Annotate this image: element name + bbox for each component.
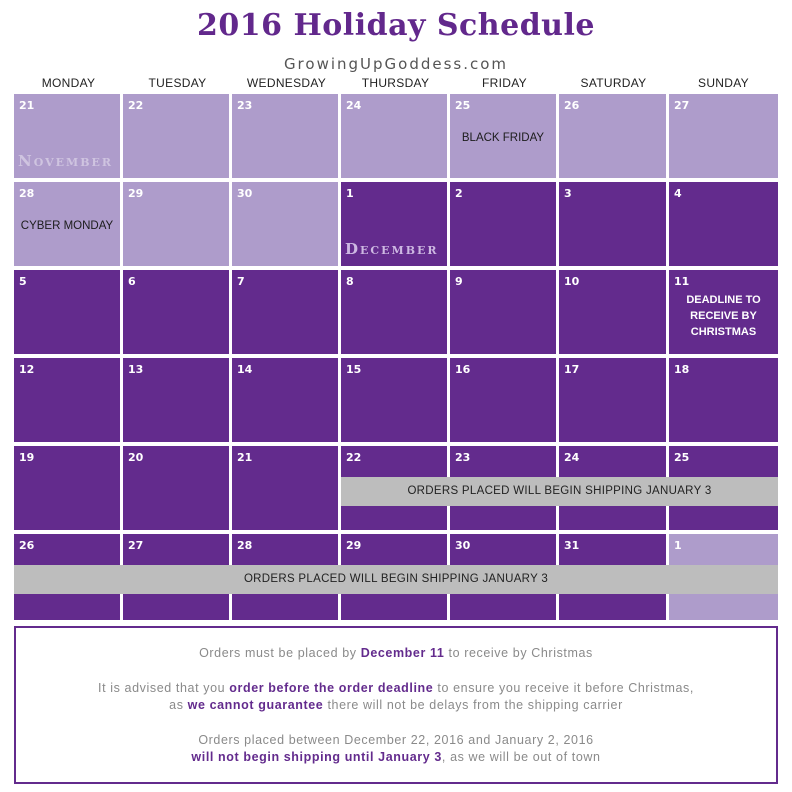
calendar-day-cell bbox=[123, 358, 229, 442]
calendar-day-cell bbox=[123, 182, 229, 266]
calendar-day-cell bbox=[559, 182, 666, 266]
weekday-header-row bbox=[14, 76, 778, 92]
calendar-day-cell bbox=[341, 182, 447, 266]
info-text: Orders must be placed by bbox=[199, 646, 361, 660]
site-name: GrowingUpGoddess.com bbox=[283, 55, 509, 73]
calendar-day-cell bbox=[14, 446, 120, 530]
day-number: 2 bbox=[455, 187, 463, 200]
calendar-day-cell bbox=[669, 270, 778, 354]
day-number: 19 bbox=[19, 451, 35, 464]
calendar-day-cell bbox=[559, 94, 666, 178]
day-number: 7 bbox=[237, 275, 245, 288]
info-text: It is advised that you bbox=[98, 681, 230, 695]
calendar-day-cell bbox=[559, 358, 666, 442]
calendar-day-cell bbox=[559, 270, 666, 354]
shipping-notice-band: ORDERS PLACED WILL BEGIN SHIPPING JANUARY 3 bbox=[341, 477, 778, 506]
calendar-day-cell bbox=[341, 358, 447, 442]
calendar-day-cell bbox=[450, 94, 556, 178]
day-number: 16 bbox=[455, 363, 471, 376]
weekday-friday: FRIDAY bbox=[482, 76, 527, 90]
info-line-holiday-range: Orders placed between December 22, 2016 and January 2, 2016 bbox=[198, 733, 594, 747]
day-number: 21 bbox=[237, 451, 253, 464]
day-number: 1 bbox=[674, 539, 682, 552]
calendar-day-cell bbox=[232, 358, 338, 442]
day-number: 25 bbox=[455, 99, 471, 112]
calendar-grid bbox=[14, 94, 778, 620]
calendar-day-cell bbox=[341, 270, 447, 354]
calendar-day-cell bbox=[450, 182, 556, 266]
day-number: 11 bbox=[674, 275, 690, 288]
day-number: 14 bbox=[237, 363, 253, 376]
day-number: 30 bbox=[455, 539, 471, 552]
day-number: 18 bbox=[674, 363, 690, 376]
weekday-sunday: SUNDAY bbox=[698, 76, 749, 90]
calendar-day-cell bbox=[14, 358, 120, 442]
day-number: 22 bbox=[128, 99, 144, 112]
calendar-day-cell bbox=[14, 270, 120, 354]
day-number: 17 bbox=[564, 363, 580, 376]
calendar-day-cell bbox=[669, 358, 778, 442]
day-number: 23 bbox=[455, 451, 471, 464]
info-text: as bbox=[169, 698, 188, 712]
weekday-tuesday: TUESDAY bbox=[148, 76, 207, 90]
shipping-info-box bbox=[14, 626, 778, 784]
day-number: 26 bbox=[564, 99, 580, 112]
calendar-day-cell bbox=[123, 94, 229, 178]
day-number: 3 bbox=[564, 187, 572, 200]
day-number: 24 bbox=[564, 451, 580, 464]
day-number: 10 bbox=[564, 275, 580, 288]
info-text: , as we will be out of town bbox=[441, 750, 601, 764]
day-number: 1 bbox=[346, 187, 354, 200]
weekday-thursday: THURSDAY bbox=[361, 76, 430, 90]
info-text: there will not be delays from the shipping carrier bbox=[323, 698, 623, 712]
day-number: 28 bbox=[237, 539, 253, 552]
calendar-day-cell bbox=[450, 358, 556, 442]
day-number: 20 bbox=[128, 451, 144, 464]
calendar-day-cell bbox=[341, 94, 447, 178]
day-number: 23 bbox=[237, 99, 253, 112]
info-highlight: we cannot guarantee bbox=[187, 698, 324, 712]
info-highlight: order before the order deadline bbox=[229, 681, 434, 695]
day-number: 6 bbox=[128, 275, 136, 288]
info-line-order-deadline bbox=[16, 645, 776, 662]
day-number: 24 bbox=[346, 99, 362, 112]
weekday-monday: MONDAY bbox=[41, 76, 96, 90]
day-number: 13 bbox=[128, 363, 144, 376]
calendar-day-cell bbox=[232, 446, 338, 530]
calendar-day-cell bbox=[123, 270, 229, 354]
deadline-label-line: RECEIVE BY bbox=[690, 310, 757, 322]
info-paragraph-advice bbox=[16, 680, 776, 714]
shipping-notice-band: ORDERS PLACED WILL BEGIN SHIPPING JANUARY 3 bbox=[14, 565, 778, 594]
day-number: 26 bbox=[19, 539, 35, 552]
calendar-day-cell bbox=[14, 182, 120, 266]
calendar-day-cell bbox=[14, 94, 120, 178]
calendar-day-cell bbox=[232, 270, 338, 354]
info-text: to receive by Christmas bbox=[444, 646, 593, 660]
deadline-label-line: CHRISTMAS bbox=[690, 326, 757, 338]
calendar-day-cell bbox=[232, 182, 338, 266]
month-label: November bbox=[18, 152, 114, 170]
month-label: December bbox=[345, 240, 439, 258]
page-title: 2016 Holiday Schedule bbox=[197, 8, 595, 43]
info-highlight: will not begin shipping until January 3 bbox=[191, 750, 442, 764]
weekday-saturday: SATURDAY bbox=[580, 76, 647, 90]
info-line-shipping-start bbox=[16, 749, 776, 766]
calendar-day-cell bbox=[669, 94, 778, 178]
info-text: to ensure you receive it before Christmas, bbox=[433, 681, 694, 695]
calendar-day-cell bbox=[450, 270, 556, 354]
day-event-label: CYBER MONDAY bbox=[20, 220, 114, 232]
day-number: 8 bbox=[346, 275, 354, 288]
day-number: 28 bbox=[19, 187, 35, 200]
info-highlight: December 11 bbox=[360, 646, 445, 660]
calendar-day-cell bbox=[232, 94, 338, 178]
day-number: 30 bbox=[237, 187, 253, 200]
info-line-advice bbox=[16, 680, 776, 697]
weekday-wednesday: WEDNESDAY bbox=[246, 76, 327, 90]
day-number: 31 bbox=[564, 539, 580, 552]
day-event-label: BLACK FRIDAY bbox=[461, 132, 545, 144]
day-number: 27 bbox=[128, 539, 144, 552]
info-paragraph-holiday bbox=[16, 732, 776, 766]
day-number: 25 bbox=[674, 451, 690, 464]
day-number: 29 bbox=[346, 539, 362, 552]
deadline-label-line: DEADLINE TO bbox=[686, 294, 761, 306]
day-number: 29 bbox=[128, 187, 144, 200]
day-number: 5 bbox=[19, 275, 27, 288]
day-number: 22 bbox=[346, 451, 362, 464]
day-number: 27 bbox=[674, 99, 690, 112]
info-line-guarantee bbox=[16, 697, 776, 714]
calendar-day-cell bbox=[669, 182, 778, 266]
day-number: 15 bbox=[346, 363, 362, 376]
deadline-label bbox=[669, 292, 778, 340]
day-number: 9 bbox=[455, 275, 463, 288]
calendar-day-cell bbox=[123, 446, 229, 530]
day-number: 4 bbox=[674, 187, 682, 200]
day-number: 21 bbox=[19, 99, 35, 112]
day-number: 12 bbox=[19, 363, 35, 376]
